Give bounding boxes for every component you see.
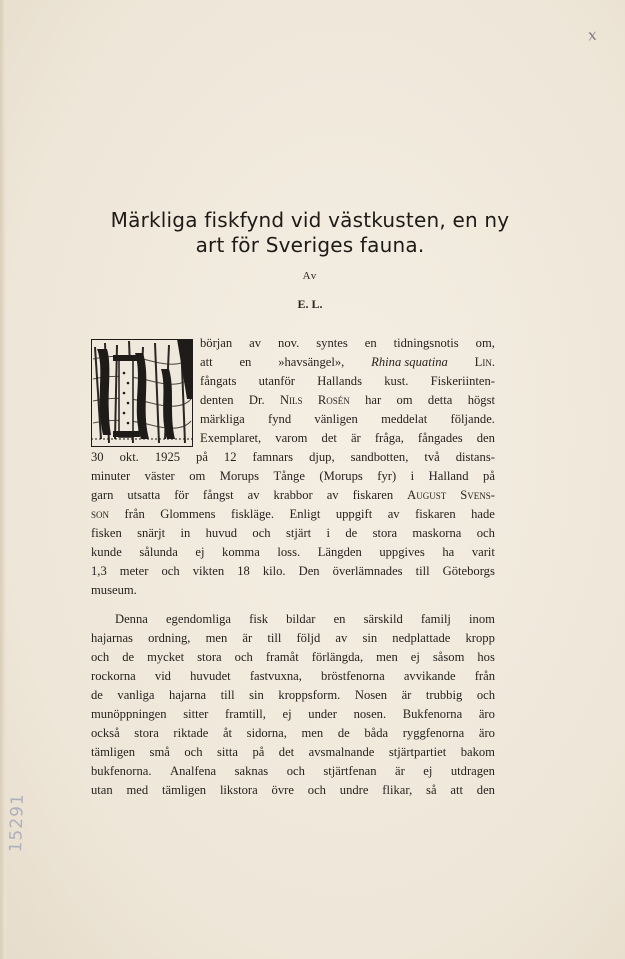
word: ej xyxy=(195,545,205,559)
word: fastvuxna, xyxy=(249,669,302,683)
word: vanliga xyxy=(117,688,155,702)
article-title xyxy=(60,208,560,258)
word: sålunda xyxy=(139,545,178,559)
word: kropp xyxy=(465,631,495,645)
word: nov. xyxy=(278,336,300,350)
word: undre xyxy=(339,783,369,797)
word: 1,3 xyxy=(91,564,107,578)
word: garn xyxy=(91,488,114,502)
word: ej xyxy=(282,707,292,721)
word: Nils xyxy=(279,393,303,407)
word: ej xyxy=(423,764,433,778)
text-line xyxy=(91,486,495,505)
word: fynd xyxy=(268,412,292,426)
word: i xyxy=(326,526,330,540)
word: Längden xyxy=(317,545,362,559)
word: följande. xyxy=(450,412,495,426)
word: sandbotten, xyxy=(350,450,409,464)
word: den xyxy=(476,431,495,445)
word: till xyxy=(267,631,282,645)
word: meter xyxy=(119,564,149,578)
word: i xyxy=(410,469,415,483)
word: av xyxy=(387,507,400,521)
word: bildar xyxy=(286,612,316,626)
word: men xyxy=(301,726,324,740)
word: sidorna, xyxy=(246,726,287,740)
word: egendomliga xyxy=(165,612,232,626)
word: nedplattade xyxy=(392,631,451,645)
word: om xyxy=(396,393,413,407)
word: och xyxy=(234,650,253,664)
word: hajarnas xyxy=(91,631,133,645)
word: väster xyxy=(144,469,175,483)
word: hos xyxy=(477,650,495,664)
word: Fiskeriinten- xyxy=(430,374,495,388)
word: från xyxy=(124,507,145,521)
text-line xyxy=(200,353,495,372)
word: de xyxy=(91,688,103,702)
word: August xyxy=(407,488,447,502)
word: och xyxy=(307,783,326,797)
word: stora xyxy=(372,526,398,540)
word: huvudet xyxy=(190,669,231,683)
word: Hallands xyxy=(317,374,362,388)
pencil-archive-number: 15291 xyxy=(6,792,29,853)
word: de xyxy=(337,726,350,740)
word: att xyxy=(200,355,213,369)
word: och xyxy=(476,688,495,702)
word: museum. xyxy=(91,583,137,597)
word: fisk xyxy=(249,612,269,626)
word: Enligt xyxy=(289,507,321,521)
word: om, xyxy=(475,336,495,350)
word: så xyxy=(426,783,437,797)
word: Den xyxy=(298,564,320,578)
word: inom xyxy=(469,612,495,626)
article-title-line-1: Märkliga fiskfynd vid västkusten, en ny xyxy=(110,208,510,232)
word: »havsängel», xyxy=(278,355,345,369)
word: Lin. xyxy=(474,355,495,369)
word: tämligen xyxy=(162,783,207,797)
word: mycket xyxy=(147,650,185,664)
word: vikten xyxy=(192,564,225,578)
text-line xyxy=(91,524,495,543)
word: med xyxy=(126,783,149,797)
word: utdragen xyxy=(450,764,495,778)
word: av xyxy=(335,631,348,645)
word: av xyxy=(249,336,262,350)
word: ordning, xyxy=(148,631,191,645)
word: och xyxy=(476,526,495,540)
word: denten xyxy=(200,393,234,407)
word: djup, xyxy=(309,450,335,464)
text-line xyxy=(91,667,495,686)
word: stjärtpartiet xyxy=(388,745,447,759)
word: 30 xyxy=(91,450,104,464)
word: distans- xyxy=(455,450,495,464)
word: Bukfenorna xyxy=(402,707,463,721)
word: flikar, xyxy=(382,783,413,797)
word: och xyxy=(286,764,305,778)
word: till xyxy=(220,688,235,702)
word: är xyxy=(350,431,361,445)
word: detta xyxy=(427,393,453,407)
page-fold-shadow xyxy=(0,0,6,959)
byline-author: E. L. xyxy=(297,297,323,311)
text-line xyxy=(200,372,495,391)
word: Morups xyxy=(219,469,259,483)
word: 1925 xyxy=(154,450,181,464)
word: Halland xyxy=(428,469,469,483)
word: från xyxy=(474,669,495,683)
word: har xyxy=(365,393,382,407)
word: fiskläge. xyxy=(231,507,275,521)
word: (Morups xyxy=(319,469,363,483)
word: hajarna xyxy=(169,688,207,702)
byline-preposition: Av xyxy=(302,270,318,282)
word: följd xyxy=(296,631,321,645)
word: de xyxy=(122,650,135,664)
word: förlängda, xyxy=(311,650,364,664)
word: är xyxy=(401,688,412,702)
word: en xyxy=(364,336,377,350)
word: sin xyxy=(362,631,378,645)
article-title-line-2: art för Sveriges fauna. xyxy=(195,233,425,257)
text-line xyxy=(91,505,495,524)
word: ej xyxy=(410,650,420,664)
word: okt. xyxy=(119,450,139,464)
word: loss. xyxy=(277,545,301,559)
word: det xyxy=(321,431,337,445)
word: fyr) xyxy=(377,469,397,483)
text-line xyxy=(91,629,495,648)
word: Glommens xyxy=(160,507,216,521)
text-line xyxy=(91,543,495,562)
text-line xyxy=(91,705,495,724)
word: den xyxy=(476,783,495,797)
word: om xyxy=(189,469,206,483)
word: åt xyxy=(222,726,233,740)
word: är xyxy=(242,631,253,645)
word: men xyxy=(205,631,228,645)
word: en xyxy=(333,612,346,626)
word: snärjt xyxy=(137,526,166,540)
word: de xyxy=(345,526,358,540)
word: på xyxy=(196,450,208,464)
word: sin xyxy=(249,688,264,702)
text-line xyxy=(91,448,495,467)
word: kust. xyxy=(384,374,409,388)
decorative-initial-letter xyxy=(91,339,193,447)
word: båda xyxy=(364,726,389,740)
word: ryggfenorna xyxy=(402,726,465,740)
word: överlämnades xyxy=(332,564,403,578)
word: bakom xyxy=(460,745,495,759)
word: meddelat xyxy=(381,412,428,426)
word: uppgives xyxy=(379,545,425,559)
word: fångst xyxy=(202,488,234,502)
word: två xyxy=(424,450,440,464)
word: stjärt xyxy=(285,526,312,540)
word: ha xyxy=(442,545,455,559)
text-line xyxy=(91,467,495,486)
word: varom xyxy=(275,431,308,445)
word: också xyxy=(91,726,120,740)
word: likstora xyxy=(219,783,258,797)
word: äro xyxy=(478,707,495,721)
word: stora xyxy=(134,726,159,740)
text-line xyxy=(200,429,495,448)
word: sitter xyxy=(183,707,209,721)
word: fråga, xyxy=(374,431,404,445)
text-line xyxy=(91,581,495,600)
word: fisken xyxy=(91,526,122,540)
word: kroppsform. xyxy=(278,688,341,702)
word: saknas xyxy=(234,764,269,778)
word: Svens- xyxy=(460,488,495,502)
word: under xyxy=(308,707,337,721)
text-line xyxy=(91,762,495,781)
word: 18 xyxy=(237,564,250,578)
word: framåt xyxy=(265,650,299,664)
corner-pencil-mark: x xyxy=(586,25,598,45)
word: övre xyxy=(271,783,294,797)
word: Göteborgs xyxy=(442,564,495,578)
word: på xyxy=(483,469,495,483)
word: syntes xyxy=(316,336,348,350)
word: för xyxy=(174,488,189,502)
word: tidningsnotis xyxy=(393,336,459,350)
word: hade xyxy=(471,507,495,521)
word: stjärtfenan xyxy=(323,764,377,778)
text-line xyxy=(91,686,495,705)
word: fångades xyxy=(417,431,463,445)
word: minuter xyxy=(91,469,131,483)
word: uppgift xyxy=(335,507,373,521)
word: maskorna xyxy=(412,526,462,540)
word: Dr. xyxy=(248,393,265,407)
word: munöppningen xyxy=(91,707,167,721)
text-line xyxy=(91,781,495,800)
word: Rosén xyxy=(317,393,350,407)
word: men xyxy=(376,650,398,664)
word: särskild xyxy=(363,612,403,626)
word: Rhina squatina xyxy=(371,355,448,369)
word: äro xyxy=(478,726,495,740)
word: märkliga xyxy=(200,412,245,426)
word: på xyxy=(252,745,265,759)
text-line xyxy=(91,648,495,667)
initial-letter-illustration xyxy=(91,339,193,447)
word: fiskaren xyxy=(415,507,456,521)
text-line xyxy=(115,610,495,629)
word: huvud xyxy=(205,526,238,540)
word: stora xyxy=(197,650,222,664)
word: såsom xyxy=(432,650,465,664)
word: början xyxy=(200,336,233,350)
word: utanför xyxy=(258,374,295,388)
text-line xyxy=(91,743,495,762)
word: Analfena xyxy=(169,764,217,778)
word: av xyxy=(247,488,260,502)
text-line xyxy=(200,391,495,410)
word: son xyxy=(91,507,110,521)
word: utsatta xyxy=(127,488,161,502)
word: Denna xyxy=(115,612,148,626)
word: och xyxy=(161,564,180,578)
text-line xyxy=(91,724,495,743)
word: det xyxy=(278,745,295,759)
word: Exemplaret, xyxy=(200,431,262,445)
word: riktade xyxy=(173,726,209,740)
word: avsmalnande xyxy=(308,745,375,759)
word: vid xyxy=(154,669,171,683)
word: trubbig xyxy=(425,688,463,702)
word: små xyxy=(149,745,170,759)
word: kunde xyxy=(91,545,122,559)
word: nosen. xyxy=(353,707,387,721)
word: in xyxy=(180,526,191,540)
word: och xyxy=(184,745,203,759)
word: Tånge xyxy=(273,469,305,483)
word: avvikande xyxy=(403,669,456,683)
word: komma xyxy=(222,545,260,559)
word: och xyxy=(91,650,110,664)
word: utan xyxy=(91,783,113,797)
word: rockorna xyxy=(91,669,136,683)
word: bröstfenorna xyxy=(321,669,385,683)
word: att xyxy=(450,783,463,797)
word: Nosen xyxy=(354,688,388,702)
text-line xyxy=(91,562,495,581)
word: vänligen xyxy=(314,412,358,426)
word: till xyxy=(415,564,430,578)
word: bukfenorna. xyxy=(91,764,152,778)
word: är xyxy=(395,764,405,778)
word: en xyxy=(239,355,252,369)
text-line xyxy=(200,334,495,353)
word: tämligen xyxy=(91,745,136,759)
word: framtill, xyxy=(225,707,266,721)
word: kilo. xyxy=(262,564,286,578)
word: och xyxy=(252,526,271,540)
word: famnars xyxy=(252,450,294,464)
word: sitta xyxy=(216,745,238,759)
text-line xyxy=(200,410,495,429)
word: familj xyxy=(420,612,451,626)
word: 12 xyxy=(223,450,237,464)
word: högst xyxy=(467,393,495,407)
word: krabbor xyxy=(273,488,313,502)
word: av xyxy=(326,488,339,502)
word: fångats xyxy=(200,374,237,388)
word: fiskaren xyxy=(352,488,394,502)
word: varit xyxy=(471,545,495,559)
